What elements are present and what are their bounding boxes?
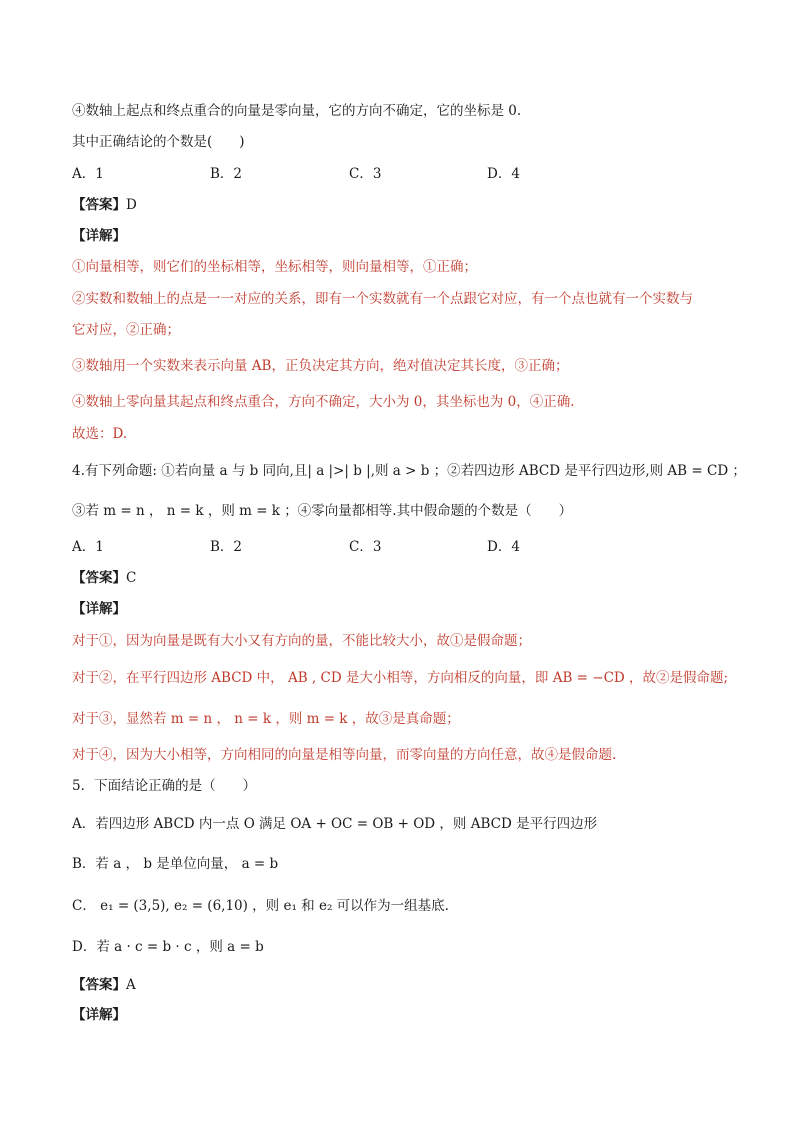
q4-stem-line2: ③若 m = n ， n = k ，则 m = k ；④零向量都相等.其中假命题的个数是（ ）	[72, 503, 573, 519]
q3-detail-4: ③数轴用一个实数来表示向量 AB，正负决定其方向，绝对值决定其长度，③正确；	[72, 358, 569, 374]
q4-detail-4: 对于④，因为大小相等，方向相同的向量是相等向量，而零向量的方向任意，故④是假命题.	[72, 747, 617, 763]
q5-option-b: B．若 a ， b 是单位向量， a = b	[72, 856, 279, 872]
q3-detail-label: 【详解】	[72, 228, 126, 244]
q3-option-d: D．4	[487, 166, 520, 182]
q4-detail-1: 对于①，因为向量是既有大小又有方向的量，不能比较大小，故①是假命题；	[72, 633, 531, 649]
answer-label: 【答案】	[72, 977, 126, 993]
q4-detail-label: 【详解】	[72, 601, 126, 617]
q5-option-c: C． e₁ = (3,5), e₂ = (6,10) ，则 e₁ 和 e₂ 可以作为一组基底.	[72, 898, 449, 914]
q4-option-d: D．4	[487, 539, 520, 555]
q3-question: 其中正确结论的个数是( )	[72, 134, 245, 150]
q4-answer	[72, 567, 734, 589]
q3-detail-1: ①向量相等，则它们的坐标相等，坐标相等，则向量相等，①正确；	[72, 259, 477, 275]
q3-answer	[72, 194, 734, 216]
q3-detail-3: 它对应，②正确；	[72, 322, 180, 338]
q4-option-a: A．1	[72, 539, 104, 555]
q5-detail-label: 【详解】	[72, 1007, 126, 1023]
answer-label: 【答案】	[72, 197, 126, 213]
answer-value: C	[126, 570, 137, 586]
q3-option-c: C．3	[349, 166, 382, 182]
answer-value: D	[126, 197, 137, 213]
q4-detail-3: 对于③，显然若 m = n ， n = k ，则 m = k ，故③是真命题；	[72, 711, 460, 727]
q4-option-b: B．2	[210, 539, 243, 555]
q3-detail-5: ④数轴上零向量其起点和终点重合，方向不确定，大小为 0，其坐标也为 0，④正确.	[72, 394, 575, 410]
q3-item4: ④数轴上起点和终点重合的向量是零向量，它的方向不确定，它的坐标是 0.	[72, 103, 522, 119]
q4-option-c: C．3	[349, 539, 382, 555]
q3-detail-2: ②实数和数轴上的点是一一对应的关系，即有一个实数就有一个点跟它对应，有一个点也就有一个实数与	[72, 291, 693, 307]
answer-value: A	[126, 977, 136, 993]
q3-option-b: B．2	[210, 166, 243, 182]
q4-detail-2: 对于②，在平行四边形 ABCD 中， AB , CD 是大小相等，方向相反的向量，即 AB = −CD ，故②是假命题;	[72, 670, 729, 686]
q5-option-a: A．若四边形 ABCD 内一点 O 满足 OA + OC = OB + OD ，则 ABCD 是平行四边形	[72, 816, 598, 832]
q5-option-d: D．若 a · c = b · c ，则 a = b	[72, 939, 264, 955]
q5-answer	[72, 974, 734, 996]
q4-stem-line1: 4.有下列命题: ①若向量 a 与 b 同向,且| a |>| b |,则 a > b ；②若四边形 ABCD 是平行四边形,则 AB = CD ；	[72, 463, 746, 479]
answer-label: 【答案】	[72, 570, 126, 586]
q3-conclusion: 故选：D.	[72, 426, 128, 442]
q5-stem: 5．下面结论正确的是（ ）	[72, 778, 257, 794]
q3-option-a: A．1	[72, 166, 104, 182]
